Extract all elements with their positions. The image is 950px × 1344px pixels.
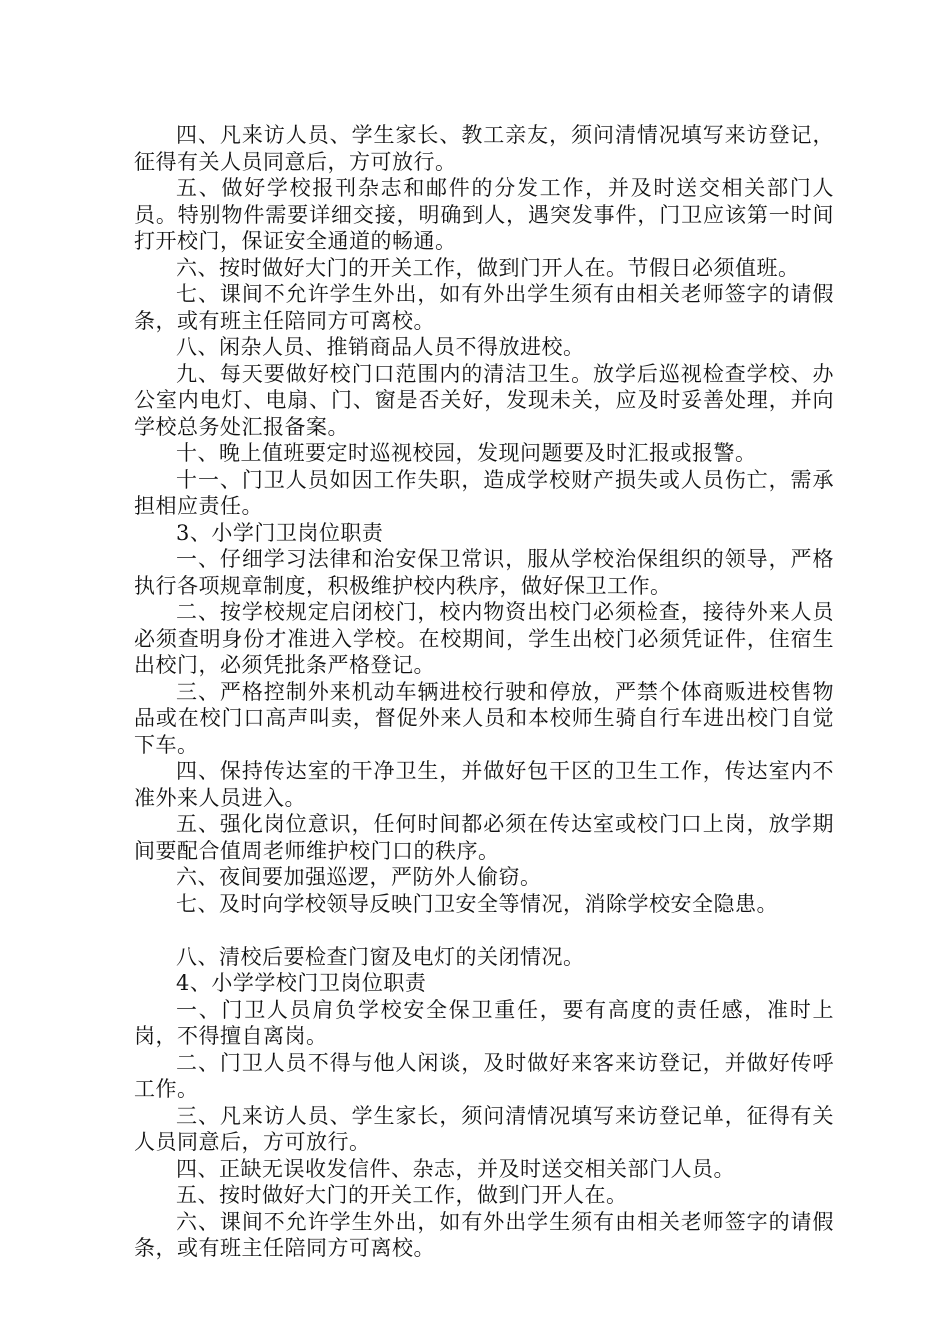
paragraph: 九、每天要做好校门口范围内的清洁卫生。放学后巡视检查学校、办公室内电灯、电扇、门、窗是否关好，发现未关，应及时妥善处理，并向学校总务处汇报备案。 xyxy=(134,361,834,439)
paragraph: 十、晚上值班要定时巡视校园，发现问题要及时汇报或报警。 xyxy=(176,441,757,465)
paragraph: 三、严格控制外来机动车辆进校行驶和停放，严禁个体商贩进校售物品或在校门口高声叫卖，督促外来人员和本校师生骑自行车进出校门自觉下车。 xyxy=(134,679,834,757)
paragraph: 七、及时向学校领导反映门卫安全等情况，消除学校安全隐患。 xyxy=(176,891,778,916)
paragraph: 七、课间不允许学生外出，如有外出学生须有由相关老师签字的请假条，或有班主任陪同方可离校。 xyxy=(134,282,834,333)
paragraph: 二、门卫人员不得与他人闲谈，及时做好来客来访登记，并做好传呼工作。 xyxy=(134,1050,834,1101)
document-body xyxy=(134,122,834,1262)
paragraph: 四、正缺无误收发信件、杂志，并及时送交相关部门人员。 xyxy=(176,1156,735,1181)
paragraph: 六、夜间要加强巡逻，严防外人偷窃。 xyxy=(176,865,542,889)
paragraph: 四、凡来访人员、学生家长、教工亲友，须问清情况填写来访登记，征得有关人员同意后，方可放行。 xyxy=(134,123,834,174)
paragraph: 八、清校后要检查门窗及电灯的关闭情况。 xyxy=(176,944,585,969)
paragraph: 一、门卫人员肩负学校安全保卫重任，要有高度的责任感，准时上岗，不得擅自离岗。 xyxy=(134,997,834,1048)
paragraph: 二、按学校规定启闭校门，校内物资出校门必须检查，接待外来人员必须查明身份才准进入学校。在校期间，学生出校门必须凭证件，住宿生出校门，必须凭批条严格登记。 xyxy=(134,600,834,677)
paragraph: 五、强化岗位意识，任何时间都必须在传达室或校门口上岗，放学期间要配合值周老师维护校门口的秩序。 xyxy=(134,812,834,863)
paragraph: 六、按时做好大门的开关工作，做到门开人在。节假日必须值班。 xyxy=(176,255,800,280)
paragraph: 一、仔细学习法律和治安保卫常识，服从学校治保组织的领导，严格执行各项规章制度，积极维护校内秩序，做好保卫工作。 xyxy=(134,547,834,598)
section-heading: 3、小学门卫岗位职责 xyxy=(176,520,384,545)
paragraph: 八、闲杂人员、推销商品人员不得放进校。 xyxy=(176,335,585,359)
paragraph: 三、凡来访人员、学生家长，须问清情况填写来访登记单，征得有关人员同意后，方可放行。 xyxy=(134,1103,834,1154)
paragraph: 五、做好学校报刊杂志和邮件的分发工作，并及时送交相关部门人员。特别物件需要详细交接，明确到人，遇突发事件，门卫应该第一时间打开校门，保证安全通道的畅通。 xyxy=(134,176,834,253)
section-heading: 4、小学学校门卫岗位职责 xyxy=(176,971,427,995)
paragraph: 五、按时做好大门的开关工作，做到门开人在。 xyxy=(176,1183,628,1207)
paragraph: 十一、门卫人员如因工作失职，造成学校财产损失或人员伤亡，需承担相应责任。 xyxy=(134,467,834,518)
paragraph: 四、保持传达室的干净卫生，并做好包干区的卫生工作，传达室内不准外来人员进入。 xyxy=(134,759,834,810)
paragraph: 六、课间不允许学生外出，如有外出学生须有由相关老师签字的请假条，或有班主任陪同方可离校。 xyxy=(134,1209,834,1260)
